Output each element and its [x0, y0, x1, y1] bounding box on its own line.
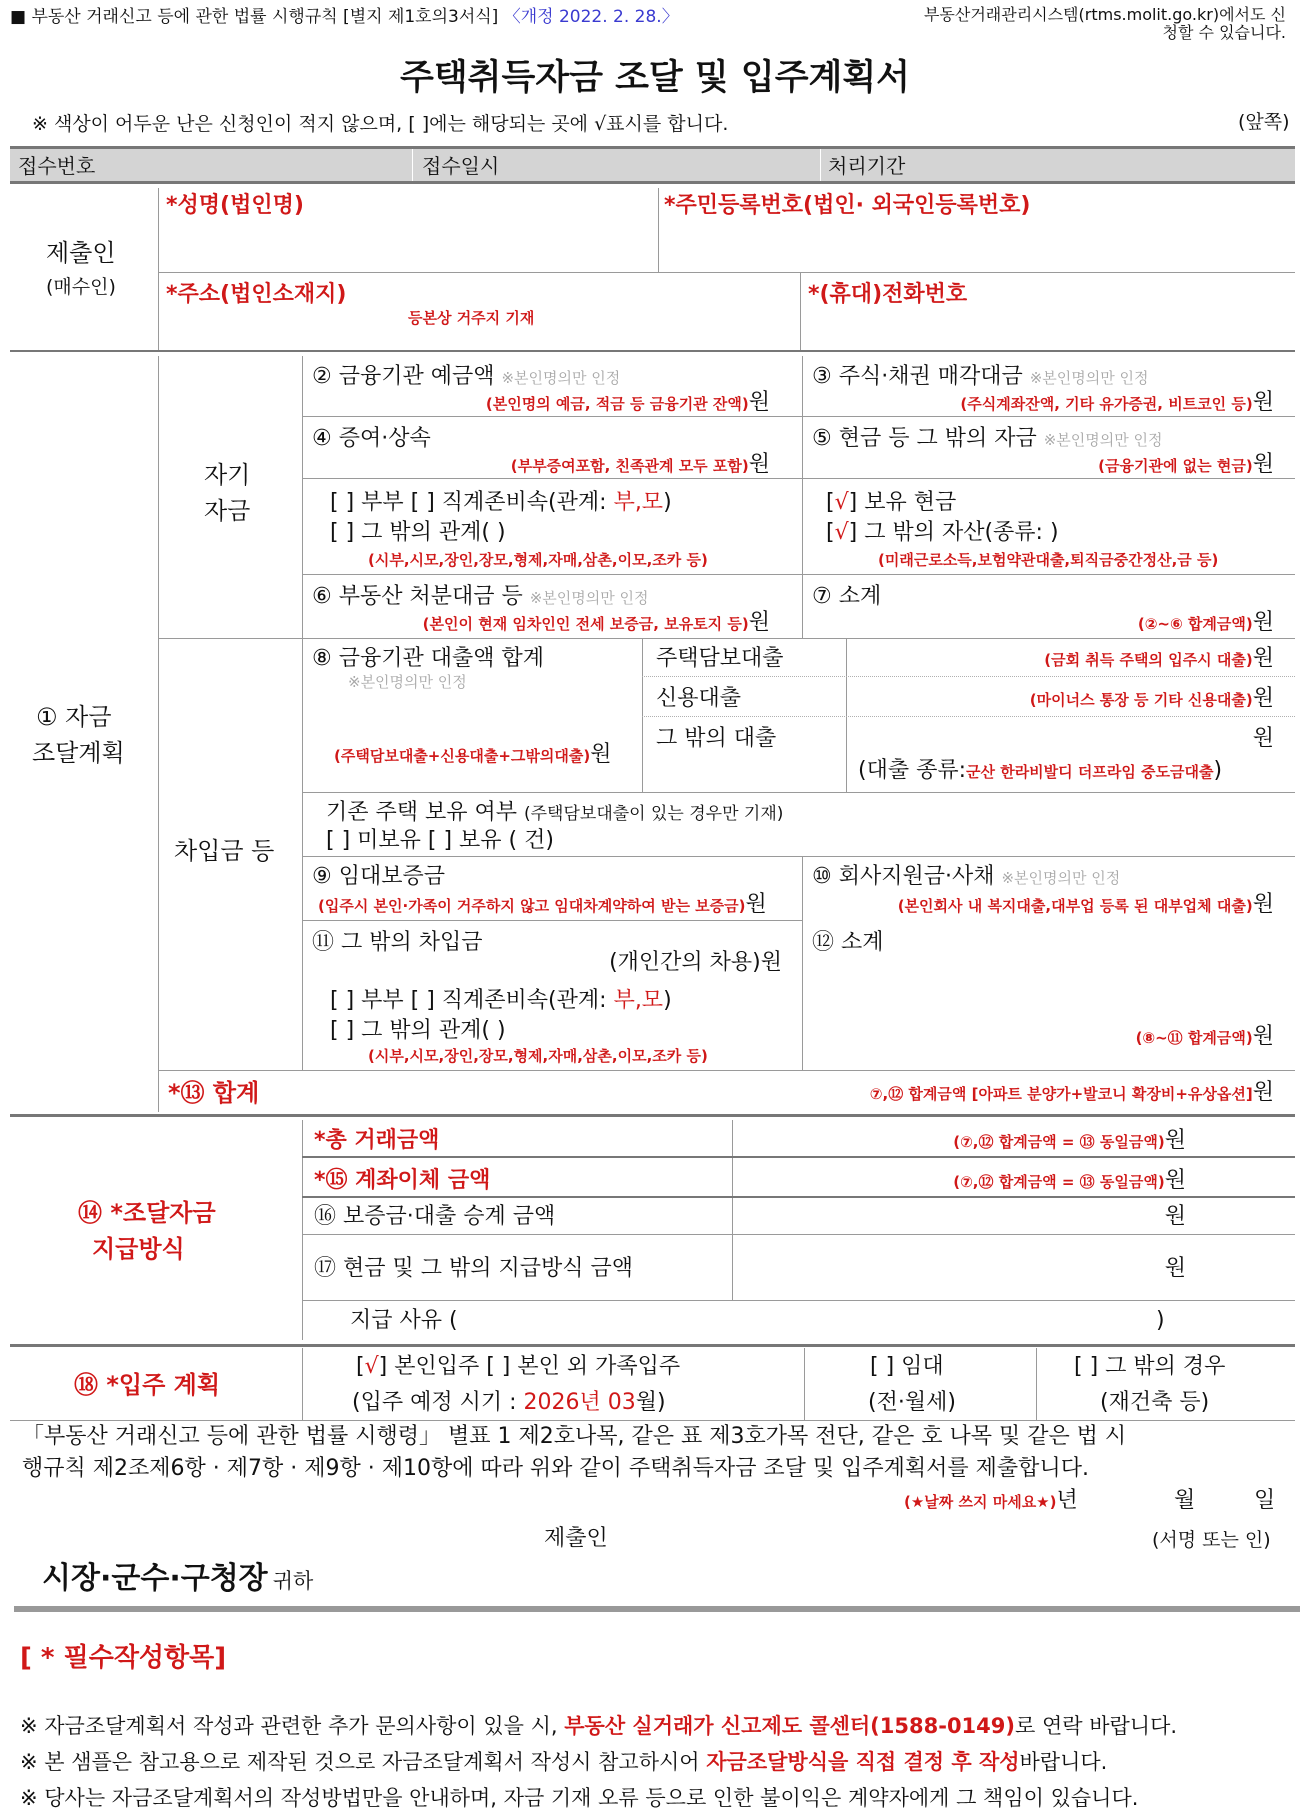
loan-type-mortgage: 주택담보대출	[656, 646, 784, 671]
call-center: 부동산 실거래가 신고제도 콜센터(1588-0149)	[564, 1714, 1015, 1738]
own-funds-label-2: 자금	[204, 497, 251, 525]
footer-note-2-text: ※ 본 샘플은 참고용으로 제작된 것으로 자금조달계획서 작성시 참고하시어	[20, 1750, 707, 1774]
subtotal-2-amount	[1136, 1024, 1274, 1049]
phone-label: *(휴대)전화번호	[808, 282, 968, 307]
deposit-label-text: ② 금융기관 예금액	[312, 364, 495, 389]
credit-hint: (마이너스 통장 등 기타 신용대출)	[1029, 691, 1253, 709]
submitter-label: 제출인	[544, 1526, 608, 1551]
existing-house-label: 기존 주택 보유 여부	[326, 800, 517, 825]
property-label-text: ⑥ 부동산 처분대금 등	[312, 584, 523, 609]
other-borrowing-unit: 원	[760, 950, 782, 975]
move-in-month-unit: 월)	[635, 1390, 666, 1415]
payment-method-label-1: ⑭ *조달자금	[78, 1199, 216, 1227]
property-amount	[423, 610, 770, 635]
move-in-year: 2026	[523, 1390, 580, 1415]
move-in-self-label: 본인입주	[394, 1354, 480, 1379]
company-loan-label	[812, 864, 1120, 889]
date-note: (★날짜 쓰지 마세요★)	[904, 1493, 1057, 1511]
other-relation-checkboxes[interactable]: [ ] 부부 [ ] 직계존비속(관계:	[330, 988, 614, 1013]
property-note: ※본인명의만 인정	[529, 589, 649, 607]
other-relation-other[interactable]: [ ] 그 밖의 관계( )	[330, 1018, 506, 1043]
footer-note-2	[20, 1750, 1107, 1774]
loan-type-credit: 신용대출	[656, 686, 742, 711]
gift-hint: (부부증여포함, 친족관계 모두 포함)	[510, 457, 749, 475]
total-amount	[870, 1080, 1274, 1105]
gift-relation-row-1[interactable]	[330, 490, 672, 515]
property-hint: (본인이 현재 임차인인 전세 보증금, 보유토지 등)	[422, 615, 749, 633]
company-loan-note: ※본인명의만 인정	[1001, 869, 1121, 887]
receipt-date-label: 접수일시	[422, 154, 500, 178]
company-loan-unit: 원	[1252, 892, 1274, 917]
mortgage-hint: (금회 취득 주택의 입주시 대출)	[1044, 651, 1253, 669]
move-in-self-option[interactable]: [√] 본인입주 [ ] 본인 외 가족입주	[356, 1354, 681, 1379]
funding-plan-label-2: 조달계획	[32, 739, 125, 767]
addressee-title: 시장·군수·구청장	[42, 1561, 268, 1596]
company-loan-hint: (본인회사 내 복지대출,대부업 등록 된 대부업체 대출)	[897, 897, 1253, 915]
total-unit: 원	[1252, 1080, 1274, 1105]
payment-reason-label: 지급 사유 (	[350, 1308, 458, 1333]
year-label: 년	[1056, 1488, 1078, 1513]
footer-note-1	[20, 1714, 1177, 1738]
loan-label: ⑧ 금융기관 대출액 합계	[312, 646, 544, 671]
footer-note-1-text: ※ 자금조달계획서 작성과 관련한 추가 문의사항이 있을 시,	[20, 1714, 565, 1738]
id-number-label: *주민등록번호(법인· 외국인등록번호)	[664, 193, 1031, 218]
footer-note-2-emphasis: 자금조달방식을 직접 결정 후 작성	[706, 1750, 1020, 1774]
subtotal-2-unit: 원	[1252, 1024, 1274, 1049]
deposit-label	[312, 364, 620, 389]
stock-label	[812, 364, 1149, 389]
cash-other-payment-unit: 원	[1164, 1256, 1186, 1281]
move-in-schedule	[352, 1390, 666, 1415]
existing-house	[326, 800, 783, 825]
footer-note-3: ※ 당사는 자금조달계획서의 작성방법만을 안내하며, 자금 기재 오류 등으로 인한 불이익은 계약자에게 그 책임이 있습니다.	[20, 1786, 1139, 1810]
gift-label: ④ 증여·상속	[312, 426, 431, 451]
revision-date: 〈개정 2022. 2. 28.〉	[503, 7, 679, 27]
loan-type-other-unit: 원	[1252, 726, 1274, 751]
payment-reason-close: )	[1156, 1308, 1165, 1333]
cash-hold-label: 보유 현금	[864, 490, 957, 515]
address-hint: 등본상 거주지 기재	[408, 309, 535, 327]
stock-unit: 원	[1252, 390, 1274, 415]
regulation-header	[10, 8, 679, 28]
cash-hold-checkbox[interactable]: √	[834, 490, 849, 515]
footer-note-2-tail: 바랍니다.	[1019, 1750, 1108, 1774]
online-note-line-1: 부동산거래관리시스템(rtms.molit.go.kr)에서도 신	[923, 5, 1286, 24]
deposit-unit: 원	[748, 390, 770, 415]
loan-type-mortgage-amount	[1044, 646, 1274, 671]
loan-kind-close: )	[1213, 758, 1223, 783]
cash-label	[812, 426, 1163, 451]
gift-relation-value: 부,모	[613, 490, 664, 515]
lease-deposit-unit: 원	[745, 892, 767, 917]
declaration-date	[904, 1488, 1078, 1513]
own-funds-label-1: 자기	[204, 461, 251, 489]
lease-deposit-hint: (입주시 본인·가족이 거주하지 않고 임대차계약하여 받는 보증금)	[318, 897, 746, 915]
gift-relation-hint: (시부,시모,장인,장모,형제,자매,삼촌,이모,조카 등)	[368, 551, 708, 569]
lease-deposit-label: ⑨ 임대보증금	[312, 864, 445, 889]
cash-other-option[interactable]: [√] 그 밖의 자산(종류: )	[826, 520, 1059, 545]
property-unit: 원	[748, 610, 770, 635]
other-borrowing-amount	[609, 950, 782, 975]
gift-unit: 원	[748, 452, 770, 477]
succession-label: ⑯ 보증금·대출 승계 금액	[314, 1204, 556, 1229]
total-deal-hint: (⑦,⑫ 합계금액 = ⑬ 동일금액)	[953, 1133, 1165, 1151]
other-case-sub: (재건축 등)	[1100, 1390, 1210, 1415]
cash-other-hint: (미래근로소득,보험약관대출,퇴직금중간정산,금 등)	[878, 551, 1219, 569]
stock-hint: (주식계좌잔액, 기타 유가증권, 비트코인 등)	[960, 395, 1253, 413]
move-in-self-checkbox[interactable]: √	[364, 1354, 379, 1379]
other-borrowing-hint: (개인간의 차용)	[609, 950, 761, 975]
company-loan-label-text: ⑩ 회사지원금·사채	[812, 864, 995, 889]
cash-other-payment-label: ⑰ 현금 및 그 밖의 지급방식 금액	[314, 1256, 633, 1281]
credit-unit: 원	[1252, 686, 1274, 711]
cash-label-text: ⑤ 현금 등 그 밖의 자금	[812, 426, 1037, 451]
address-label: *주소(법인소재지)	[166, 282, 347, 307]
loan-hint: (주택담보대출+신용대출+그밖의대출)	[334, 747, 591, 765]
subtotal-1-label: ⑦ 소계	[812, 584, 882, 609]
declaration-line-2: 행규칙 제2조제6항 · 제7항 · 제9항 · 제10항에 따라 위와 같이 주택취득자금 조달 및 입주계획서를 제출합니다.	[22, 1456, 1089, 1481]
receipt-bar	[10, 146, 1295, 184]
name-label: *성명(법인명)	[166, 193, 304, 218]
online-note-line-2: 청할 수 있습니다.	[1162, 23, 1286, 43]
loan-type-other: 그 밖의 대출	[656, 726, 777, 751]
transfer-label: *⑮ 계좌이체 금액	[314, 1168, 491, 1193]
cash-other-checkbox[interactable]: √	[834, 520, 849, 545]
loan-unit: 원	[590, 742, 612, 767]
cash-other-label: 그 밖의 자산(종류: )	[864, 520, 1059, 545]
gift-amount	[511, 452, 770, 477]
loan-kind	[858, 758, 1222, 783]
other-case-option[interactable]: [ ] 그 밖의 경우	[1074, 1354, 1226, 1379]
move-in-schedule-label: (입주 예정 시기 :	[352, 1390, 524, 1415]
total-deal-amount	[953, 1128, 1186, 1153]
cash-unit: 원	[1252, 452, 1274, 477]
company-loan-amount	[898, 892, 1274, 917]
move-in-plan-label: ⑱ *입주 계획	[74, 1371, 220, 1399]
signature-label: (서명 또는 인)	[1152, 1529, 1271, 1551]
processing-period-label: 처리기간	[828, 154, 906, 178]
existing-house-options[interactable]: [ ] 미보유 [ ] 보유 ( 건)	[326, 828, 554, 853]
month-label: 월	[1174, 1488, 1196, 1513]
lease-deposit-amount	[318, 892, 767, 917]
existing-house-note: (주택담보대출이 있는 경우만 기재)	[524, 804, 784, 824]
receipt-number-label: 접수번호	[18, 154, 96, 178]
other-relation-close: )	[663, 988, 672, 1013]
subtotal-1-hint: (②~⑥ 합계금액)	[1137, 615, 1253, 633]
cash-note: ※본인명의만 인정	[1043, 431, 1163, 449]
loan-kind-label: (대출 종류:	[858, 758, 966, 783]
subtotal-1-unit: 원	[1252, 610, 1274, 635]
other-relation-value: 부,모	[613, 988, 664, 1013]
deposit-amount	[486, 390, 770, 415]
page-side-label: (앞쪽)	[1238, 111, 1290, 133]
loan-type-credit-amount	[1030, 686, 1274, 711]
cash-hint: (금융기관에 없는 현금)	[1098, 457, 1253, 475]
total-hint: ⑦,⑫ 합계금액 [아파트 분양가+발코니 확장비+유상옵션]	[869, 1085, 1253, 1103]
cash-amount	[1098, 452, 1274, 477]
total-label: *⑬ 합계	[168, 1079, 260, 1107]
payment-method-label-2: 지급방식	[92, 1235, 185, 1263]
transfer-unit: 원	[1164, 1168, 1186, 1193]
day-label: 일	[1254, 1488, 1276, 1513]
addressee	[42, 1562, 313, 1597]
gift-relation-checkboxes[interactable]: [ ] 부부 [ ] 직계존비속(관계:	[330, 490, 614, 515]
instruction-text: ※ 색상이 어두운 난은 신청인이 적지 않으며, [ ]에는 해당되는 곳에 √표시를 합니다.	[32, 113, 729, 135]
gift-relation-close: )	[663, 490, 672, 515]
funding-plan-label-1: ① 자금	[36, 703, 112, 731]
footer-note-1-tail: 로 연락 바랍니다.	[1015, 1714, 1178, 1738]
applicant-label: 제출인	[46, 239, 116, 267]
rent-option-sub: (전·월세)	[868, 1390, 956, 1415]
subtotal-1-amount	[1138, 610, 1274, 635]
subtotal-2-label: ⑫ 소계	[812, 930, 884, 955]
subtotal-2-hint: (⑧~⑪ 합계금액)	[1135, 1029, 1253, 1047]
declaration-line-1: 「부동산 거래신고 등에 관한 법률 시행령」 별표 1 제2호나목, 같은 표 제3호가목 전단, 같은 호 나목 및 같은 법 시	[22, 1424, 1127, 1449]
stock-amount	[960, 390, 1274, 415]
required-fields-note: [ * 필수작성항목]	[20, 1643, 227, 1673]
gift-relation-other[interactable]: [ ] 그 밖의 관계( )	[330, 520, 506, 545]
succession-unit: 원	[1164, 1204, 1186, 1229]
deposit-hint: (본인명의 예금, 적금 등 금융기관 잔액)	[485, 395, 749, 413]
applicant-sub-label: (매수인)	[46, 276, 116, 298]
move-in-year-unit: 년	[579, 1390, 608, 1415]
transfer-hint: (⑦,⑫ 합계금액 = ⑬ 동일금액)	[953, 1173, 1165, 1191]
rent-option[interactable]: [ ] 임대	[870, 1354, 944, 1379]
stock-label-text: ③ 주식·채권 매각대금	[812, 364, 1023, 389]
loan-kind-value: 군산 한라비발디 더프라임 중도금대출	[966, 763, 1214, 781]
transfer-amount	[953, 1168, 1186, 1193]
other-relation-hint: (시부,시모,장인,장모,형제,자매,삼촌,이모,조카 등)	[368, 1047, 708, 1065]
other-borrowing-label: ⑪ 그 밖의 차입금	[312, 930, 483, 955]
regulation-text: ■ 부동산 거래신고 등에 관한 법률 시행규칙 [별지 제1호의3서식]	[10, 7, 499, 27]
mortgage-unit: 원	[1252, 646, 1274, 671]
loan-amount	[334, 742, 611, 767]
property-label	[312, 584, 649, 609]
addressee-suffix: 귀하	[272, 1569, 314, 1593]
move-in-month: 03	[607, 1390, 636, 1415]
online-note	[898, 6, 1286, 43]
total-deal-label: *총 거래금액	[314, 1128, 440, 1153]
total-deal-unit: 원	[1164, 1128, 1186, 1153]
move-in-family-option[interactable]: [ ] 본인 외 가족입주	[486, 1354, 681, 1379]
form-title: 주택취득자금 조달 및 입주계획서	[400, 58, 910, 98]
borrowed-funds-label: 차입금 등	[174, 837, 275, 865]
loan-note: ※본인명의만 인정	[348, 673, 467, 691]
cash-hold-option[interactable]: [√] 보유 현금	[826, 490, 957, 515]
deposit-note: ※본인명의만 인정	[501, 369, 621, 387]
other-relation-row-1[interactable]	[330, 988, 672, 1013]
stock-note: ※본인명의만 인정	[1029, 369, 1149, 387]
